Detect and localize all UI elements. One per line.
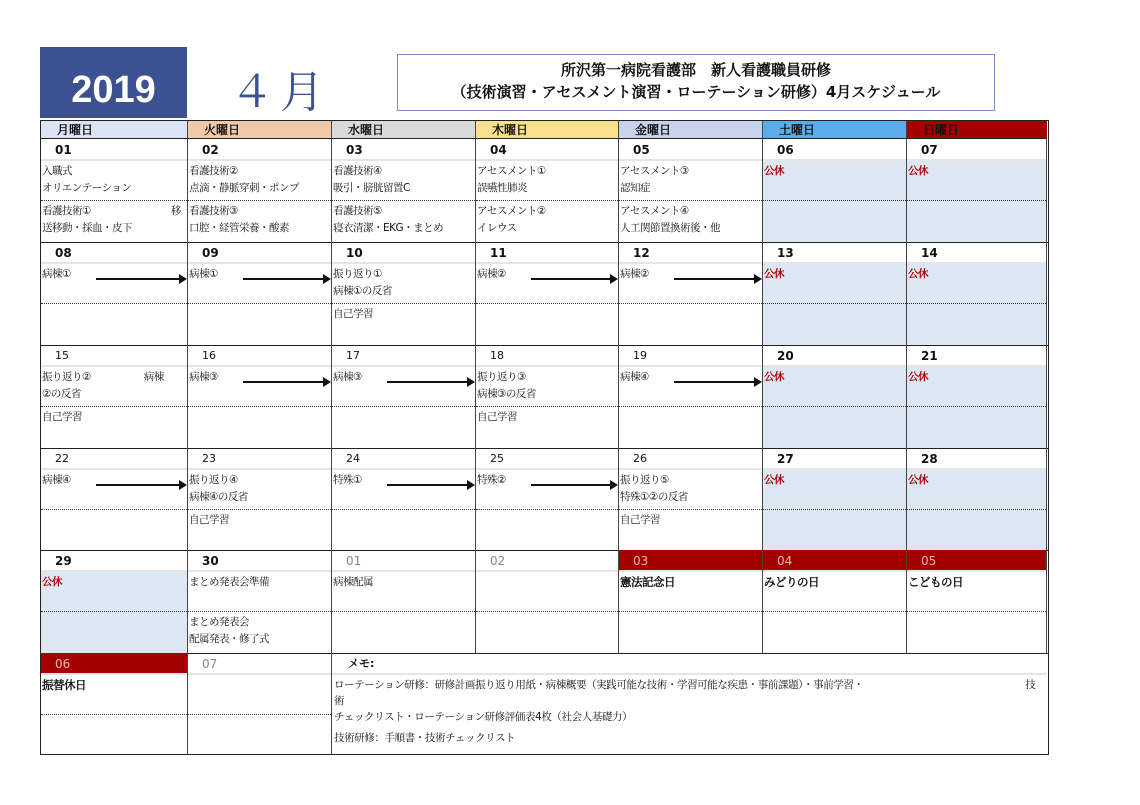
day-cell [763,550,907,653]
schedule-text: 看護技術③ [189,205,238,217]
day-cell [188,448,332,550]
schedule-slot [476,264,618,304]
arrow-icon [674,381,760,383]
schedule-text: 認知症 [620,182,650,194]
schedule-text: 特殊① [333,474,362,486]
week-row [41,653,1048,754]
schedule-slot [188,470,331,510]
day-cell [907,550,1047,653]
weekday-header: 日曜日 [907,121,1047,139]
arrow-icon [531,278,616,280]
title-line-1: 所沢第一病院看護部 新人看護職員研修 [560,61,831,79]
schedule-slot [332,304,475,345]
day-cell [619,345,763,448]
title-line-2: （技術演習・アセスメント演習・ローテーション研修）4月スケジュール [451,83,941,101]
schedule-text: アセスメント③ [620,165,689,177]
schedule-text: 振り返り② 病棟 [42,371,164,383]
schedule-slot [332,510,475,551]
day-number: 20 [763,345,906,367]
day-cell [907,139,1047,242]
schedule-slot [907,367,1046,407]
schedule-text: 自己学習 [42,411,82,423]
schedule-slot [476,470,618,510]
day-number: 05 [907,550,1046,572]
schedule-text: 自己学習 [620,514,660,526]
schedule-slot [476,367,618,407]
schedule-slot [476,201,618,242]
schedule-slot [763,572,906,612]
schedule-slot [619,201,762,242]
schedule-slot [763,161,906,201]
schedule-slot [41,407,187,448]
schedule-text: 特殊② [477,474,506,486]
day-cell [41,139,188,242]
day-number: 13 [763,242,906,264]
schedule-slot [188,675,331,715]
schedule-text: 点滴・静脈穿刺・ポンプ [189,182,299,194]
schedule-slot [619,161,762,201]
schedule-slot [41,264,187,304]
schedule-text: オリエンテーション [42,182,132,194]
schedule-slot [619,612,762,653]
week-row [41,242,1048,346]
memo-text: ローテーション研修：研修計画振り返り用紙・病棟概要（実践可能な技術・学習可能な疾患・事前課題）・事前学習・ 技術 [334,679,1036,707]
schedule-text: 公休 [764,165,784,177]
week-row [41,550,1048,654]
day-cell [41,345,188,448]
day-cell [476,242,619,345]
day-number: 19 [619,345,762,367]
arrow-icon [243,278,329,280]
day-number: 12 [619,242,762,264]
weekday-header: 火曜日 [188,121,332,139]
day-number: 03 [332,139,475,161]
schedule-text: 振り返り① [333,268,382,280]
day-cell [907,345,1047,448]
day-number: 28 [907,448,1046,470]
schedule-slot [907,407,1046,448]
schedule-slot [41,675,187,715]
arrow-icon [531,484,616,486]
day-cell [41,653,188,754]
schedule-title [397,54,995,111]
schedule-slot [41,510,187,551]
schedule-slot [619,407,762,448]
day-number: 04 [476,139,618,161]
day-number: 06 [763,139,906,161]
day-number: 07 [907,139,1046,161]
schedule-slot [332,367,475,407]
day-cell [763,139,907,242]
day-number: 06 [41,653,187,675]
schedule-text: 自己学習 [477,411,517,423]
schedule-text: 病棟③ [333,371,362,383]
schedule-slot [41,612,187,653]
day-number: 16 [188,345,331,367]
schedule-slot [332,470,475,510]
day-cell [41,550,188,653]
day-number: 17 [332,345,475,367]
schedule-text: 病棟② [477,268,506,280]
schedule-text: みどりの日 [764,575,819,589]
schedule-slot [41,715,187,756]
day-number: 01 [41,139,187,161]
schedule-text: 病棟③ [189,371,218,383]
day-cell [763,345,907,448]
arrow-icon [387,381,473,383]
day-cell [332,242,476,345]
day-number: 04 [763,550,906,572]
day-number: 14 [907,242,1046,264]
schedule-text: 人工関節置換術後・他 [620,222,720,234]
schedule-slot [907,264,1046,304]
schedule-text: 振り返り③ [477,371,526,383]
day-number: 09 [188,242,331,264]
schedule-text: こどもの日 [908,575,963,589]
day-number: 02 [476,550,618,572]
schedule-slot [41,304,187,345]
day-number: 18 [476,345,618,367]
day-cell [619,550,763,653]
schedule-slot [332,612,475,653]
schedule-slot [41,367,187,407]
day-number: 27 [763,448,906,470]
schedule-text: 自己学習 [189,514,229,526]
schedule-slot [907,510,1046,551]
schedule-slot [188,367,331,407]
day-cell [332,345,476,448]
schedule-text: まとめ発表会準備 [189,576,269,588]
schedule-slot [188,264,331,304]
schedule-slot [188,612,331,653]
year-label: 2019 [40,47,187,118]
schedule-slot [188,510,331,551]
schedule-text: アセスメント① [477,165,546,177]
schedule-slot [332,264,475,304]
day-cell [476,448,619,550]
schedule-slot [619,510,762,551]
day-cell [619,448,763,550]
schedule-text: 公休 [764,474,784,486]
weekday-header: 月曜日 [41,121,188,139]
schedule-text: 寝衣清潔・EKG・まとめ [333,222,444,234]
schedule-slot [476,612,618,653]
day-cell [476,139,619,242]
day-cell [332,448,476,550]
schedule-text: アセスメント④ [620,205,689,217]
schedule-slot [763,612,906,653]
day-number: 23 [188,448,331,470]
day-cell [907,448,1047,550]
day-cell [188,139,332,242]
arrow-icon [387,484,473,486]
schedule-text: 憲法記念日 [620,575,675,589]
schedule-slot [188,161,331,201]
arrow-icon [674,278,760,280]
week-row [41,139,1048,243]
schedule-text: 看護技術② [189,165,238,177]
schedule-slot [763,367,906,407]
day-cell [188,242,332,345]
schedule-slot [188,715,331,756]
day-number: 10 [332,242,475,264]
schedule-text: 公休 [42,576,62,588]
schedule-text: 看護技術④ [333,165,382,177]
schedule-text: 公休 [908,165,928,177]
memo-text: 技術研修：手順書・技術チェックリスト [334,732,516,744]
schedule-slot [763,407,906,448]
schedule-slot [907,470,1046,510]
weekday-header: 木曜日 [476,121,619,139]
schedule-text: 送移動・採血・皮下 [42,222,132,234]
schedule-slot [907,201,1046,242]
schedule-slot [41,201,187,242]
schedule-text: 誤嚥性肺炎 [477,182,527,194]
schedule-slot [907,304,1046,345]
schedule-slot [476,510,618,551]
schedule-slot [41,161,187,201]
schedule-slot [907,612,1046,653]
schedule-slot [332,572,475,612]
schedule-slot [763,201,906,242]
day-number: 29 [41,550,187,572]
day-number: 26 [619,448,762,470]
schedule-text: アセスメント② [477,205,546,217]
day-cell [907,242,1047,345]
day-number: 22 [41,448,187,470]
weekday-header: 水曜日 [332,121,476,139]
day-number: 01 [332,550,475,572]
schedule-slot [188,304,331,345]
day-number: 07 [188,653,331,675]
day-cell [763,242,907,345]
schedule-slot [332,407,475,448]
schedule-slot [476,572,618,612]
schedule-text: 病棟① [189,268,218,280]
day-cell [41,242,188,345]
weekday-header: 土曜日 [763,121,907,139]
schedule-text: 病棟① [42,268,71,280]
schedule-text: まとめ発表会 [189,616,249,628]
day-cell [763,448,907,550]
day-cell [476,345,619,448]
schedule-slot [763,304,906,345]
day-number: 05 [619,139,762,161]
schedule-slot [619,572,762,612]
schedule-slot [763,510,906,551]
schedule-text: 振替休日 [42,678,86,692]
schedule-text: 病棟④ [42,474,71,486]
day-cell [619,139,763,242]
day-cell [476,550,619,653]
day-number: 08 [41,242,187,264]
arrow-icon [96,484,185,486]
week-row [41,345,1048,449]
schedule-slot [332,161,475,201]
day-number: 25 [476,448,618,470]
schedule-text: 公休 [908,371,928,383]
schedule-slot [41,572,187,612]
schedule-text: 病棟② [620,268,649,280]
schedule-text: 口腔・経管栄養・酸素 [189,222,289,234]
schedule-slot [619,367,762,407]
schedule-text: 病棟③の反省 [477,388,536,400]
weekday-header: 金曜日 [619,121,763,139]
day-number: 24 [332,448,475,470]
schedule-text: 振り返り④ [189,474,238,486]
schedule-text: 病棟配属 [333,576,373,588]
day-cell [619,242,763,345]
arrow-icon [243,381,329,383]
day-number: 11 [476,242,618,264]
day-number: 03 [619,550,762,572]
calendar-grid [40,120,1049,755]
schedule-slot [332,201,475,242]
memo-text: チェックリスト・ローテーション研修評価表4枚（社会人基礎力） [334,711,633,723]
week-row [41,448,1048,551]
schedule-slot [476,304,618,345]
schedule-slot [476,407,618,448]
schedule-text: 特殊①②の反省 [620,491,688,503]
schedule-text: 病棟①の反省 [333,285,392,297]
month-label: ４月 [230,67,330,118]
schedule-slot [619,264,762,304]
schedule-text: 吸引・膀胱留置C [333,182,410,194]
schedule-slot [763,264,906,304]
schedule-text: 公休 [764,371,784,383]
schedule-text: 病棟④の反省 [189,491,248,503]
schedule-slot [763,470,906,510]
day-cell [188,345,332,448]
schedule-slot [619,470,762,510]
schedule-text: 振り返り⑤ [620,474,669,486]
schedule-slot [41,470,187,510]
schedule-slot [907,572,1046,612]
schedule-text: 看護技術① 移 [42,205,181,217]
schedule-text: 自己学習 [333,308,373,320]
memo-label: メモ: [332,653,1047,675]
day-cell [332,139,476,242]
schedule-slot [476,161,618,201]
schedule-slot [188,407,331,448]
memo-area [332,653,1047,754]
schedule-slot [619,304,762,345]
day-number: 21 [907,345,1046,367]
schedule-slot [907,161,1046,201]
day-number: 02 [188,139,331,161]
schedule-text: ②の反省 [42,388,81,400]
schedule-text: 病棟④ [620,371,649,383]
schedule-text: 配属発表・修了式 [189,633,269,645]
day-cell [188,653,332,754]
schedule-text: 公休 [908,474,928,486]
day-number: 30 [188,550,331,572]
schedule-text: イレウス [477,222,517,234]
arrow-icon [96,278,185,280]
day-number: 15 [41,345,187,367]
day-cell [332,550,476,653]
schedule-slot [188,201,331,242]
schedule-text: 入職式 [42,165,72,177]
day-cell [188,550,332,653]
schedule-slot [188,572,331,612]
schedule-text: 公休 [908,268,928,280]
day-cell [41,448,188,550]
schedule-text: 公休 [764,268,784,280]
schedule-text: 看護技術⑤ [333,205,382,217]
